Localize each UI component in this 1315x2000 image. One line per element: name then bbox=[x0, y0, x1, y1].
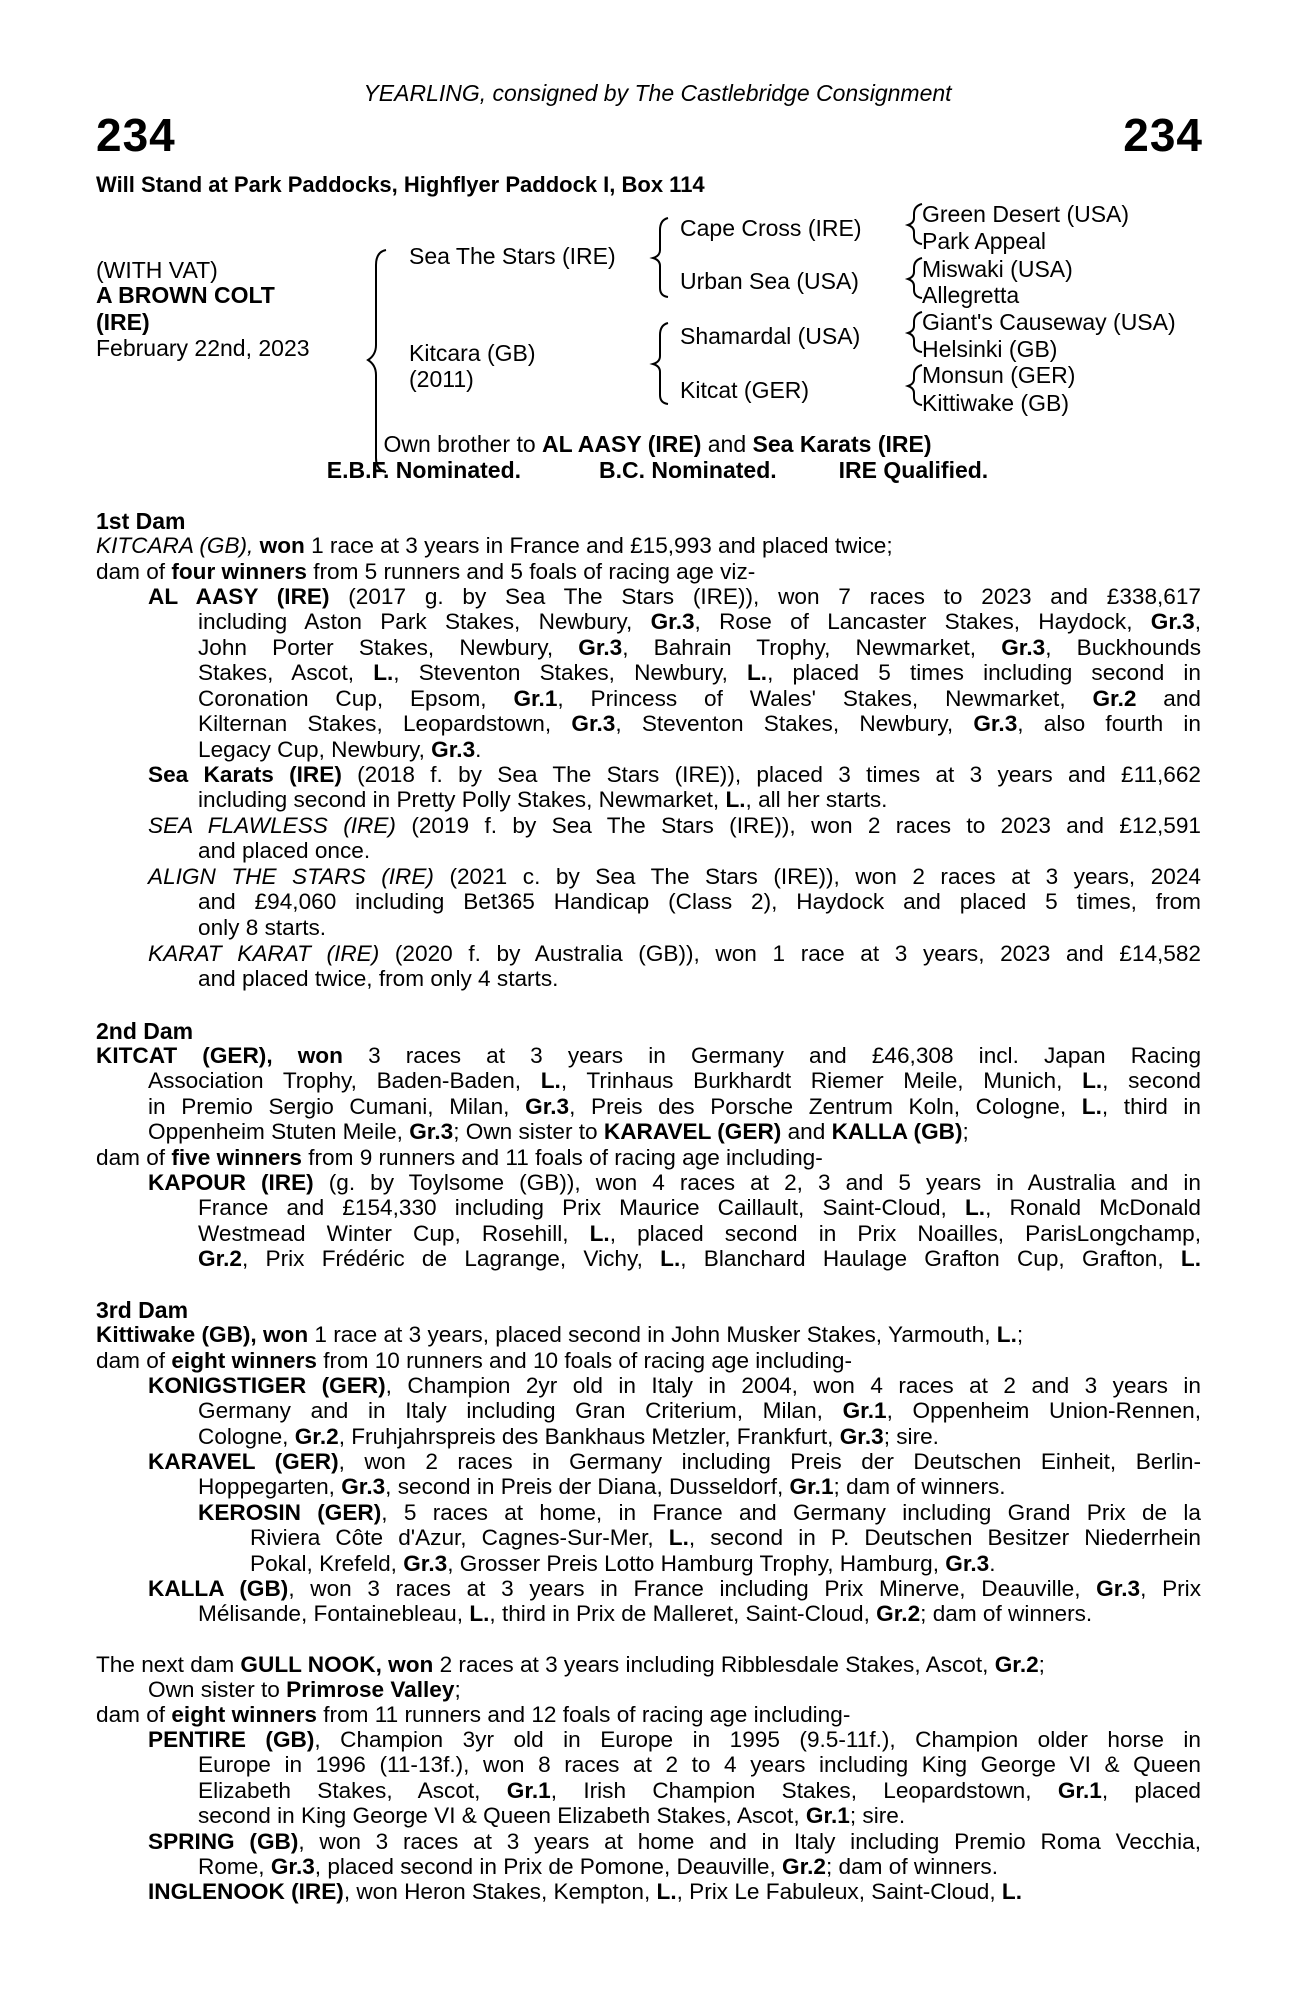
progeny-karavel-detail: Hoppegarten, Gr.3, second in Preis der Diana, Dusseldorf, Gr.1; dam of winners. bbox=[198, 1474, 1006, 1499]
progeny-spring: SPRING (GB), won 3 races at 3 years at home and in Italy including Premio Roma Vecchia, bbox=[148, 1829, 1201, 1854]
progeny-sea-karats-detail: including second in Pretty Polly Stakes, Newmarket, L., all her starts. bbox=[198, 787, 888, 812]
progeny-align-the-stars-detail: and £94,060 including Bet365 Handicap (Class 2), Haydock and placed 5 times, from only 8 starts. bbox=[198, 889, 1201, 940]
horse-breeding-country: (IRE) bbox=[96, 309, 150, 335]
third-dam-record: Kittiwake (GB), won 1 race at 3 years, placed second in John Musker Stakes, Yarmouth, L.; dam of eight winners from 10 runners and 10 foals of racing age including- bbox=[96, 1322, 1024, 1373]
second-dam-detail: Association Trophy, Baden-Baden, L., Trinhaus Burkhardt Riemer Meile, Munich, L., second in Premio Sergio Cumani, Milan, Gr.3, Preis des Porsche Zentrum Koln, Cologne, L., third in Oppenheim Stuten Meile, Gr.3; Own sister to KARAVEL (GER) and KALLA (GB); bbox=[148, 1068, 1201, 1144]
sire-dam-name: Urban Sea (USA) bbox=[680, 268, 859, 294]
progeny-sea-karats: Sea Karats (IRE) (2018 f. by Sea The Stars (IRE)), placed 3 times at 3 years and £11,662 bbox=[148, 762, 1201, 787]
sire-dam-dam: Allegretta bbox=[922, 282, 1020, 308]
sire-sire-name: Cape Cross (IRE) bbox=[680, 215, 862, 241]
dam-dam-dam: Kittiwake (GB) bbox=[922, 390, 1069, 416]
progeny-kapour-detail: France and £154,330 including Prix Maurice Caillault, Saint-Cloud, L., Ronald McDonald Westmead Winter Cup, Rosehill, L., placed second in Prix Noailles, ParisLongchamp, Gr.2, Prix Frédéric de Lagrange, Vichy, L., Blanchard Haulage Grafton Cup, Grafton, L. bbox=[198, 1195, 1201, 1271]
lot-number-right: 234 bbox=[1123, 109, 1203, 161]
progeny-pentire-detail: Europe in 1996 (11-13f.), won 8 races at 2 to 4 years including King George VI & Queen Elizabeth Stakes, Ascot, Gr.1, Irish Champion Stakes, Leopardstown, Gr.1, placed second in King George VI & Queen Elizabeth Stakes, Ascot, Gr.1; sire. bbox=[198, 1752, 1201, 1828]
progeny-sea-flawless: SEA FLAWLESS (IRE) (2019 f. by Sea The Stars (IRE)), won 2 races to 2023 and £12,591 bbox=[148, 813, 1202, 838]
sibling-note: Own brother to AL AASY (IRE) and Sea Karats (IRE) bbox=[383, 431, 932, 457]
progeny-pentire: PENTIRE (GB), Champion 3yr old in Europe in 1995 (9.5-11f.), Champion older horse in bbox=[148, 1727, 1201, 1752]
progeny-al-aasy: AL AASY (IRE) (2017 g. by Sea The Stars (IRE)), won 7 races to 2023 and £338,617 bbox=[148, 584, 1201, 609]
dam-sire-name: Shamardal (USA) bbox=[680, 323, 861, 349]
progeny-kalla-detail: Mélisande, Fontainebleau, L., third in Prix de Malleret, Saint-Cloud, Gr.2; dam of winners. bbox=[198, 1601, 1093, 1626]
progeny-sea-flawless-detail: and placed once. bbox=[198, 838, 371, 863]
second-dam-heading: 2nd Dam bbox=[96, 1018, 194, 1044]
dam-name: Kitcara (GB) bbox=[409, 340, 536, 366]
second-dam-produce: dam of five winners from 9 runners and 11 foals of racing age including- bbox=[96, 1145, 823, 1170]
sire-name: Sea The Stars (IRE) bbox=[409, 243, 616, 269]
dam-sire-dam: Helsinki (GB) bbox=[922, 336, 1058, 362]
dam-year: (2011) bbox=[409, 366, 474, 392]
progeny-kalla: KALLA (GB), won 3 races at 3 years in France including Prix Minerve, Deauville, Gr.3, Prix bbox=[148, 1576, 1201, 1601]
third-dam-heading: 3rd Dam bbox=[96, 1297, 189, 1323]
progeny-al-aasy-detail: including Aston Park Stakes, Newbury, Gr.3, Rose of Lancaster Stakes, Haydock, Gr.3, John Porter Stakes, Newbury, Gr.3, Bahrain Trophy, Newmarket, Gr.3, Buckhounds Stakes, Ascot, L., Steventon Stakes, Newbury, L., placed 5 times including second in Coronation Cup, Epsom, Gr.1, Princess of Wales' Stakes, Newmarket, Gr.2 and Kilternan Stakes, Leopardstown, Gr.3, Steventon Stakes, Newbury, Gr.3, also fourth in Legacy Cup, Newbury, Gr.3. bbox=[198, 609, 1201, 762]
nominations: E.B.F. Nominated. B.C. Nominated. IRE Qualified. bbox=[326, 457, 989, 483]
second-dam-record: KITCAT (GER), won 3 races at 3 years in Germany and £46,308 incl. Japan Racing bbox=[96, 1043, 1202, 1068]
dam-dam-sire: Monsun (GER) bbox=[922, 362, 1076, 388]
dam-sire-sire: Giant's Causeway (USA) bbox=[922, 309, 1176, 335]
first-dam-record: KITCARA (GB), won 1 race at 3 years in France and £15,993 and placed twice; dam of four winners from 5 runners and 5 foals of racing age viz- bbox=[96, 533, 893, 584]
progeny-inglenook: INGLENOOK (IRE), won Heron Stakes, Kempton, L., Prix Le Fabuleux, Saint-Cloud, L. bbox=[148, 1879, 1022, 1904]
horse-description: A BROWN COLT bbox=[96, 282, 275, 308]
progeny-kerosin-detail: Riviera Côte d'Azur, Cagnes-Sur-Mer, L., second in P. Deutschen Besitzer Niederrhein Pokal, Krefeld, Gr.3, Grosser Preis Lotto Hamburg Trophy, Hamburg, Gr.3. bbox=[250, 1525, 1201, 1576]
consignment-line: YEARLING, consigned by The Castlebridge Consignment bbox=[363, 80, 952, 106]
progeny-align-the-stars: ALIGN THE STARS (IRE) (2021 c. by Sea The Stars (IRE)), won 2 races at 3 years, 2024 bbox=[148, 864, 1201, 889]
next-dam-sister: Own sister to Primrose Valley; bbox=[148, 1677, 461, 1702]
progeny-konigstiger-detail: Germany and in Italy including Gran Criterium, Milan, Gr.1, Oppenheim Union-Rennen, Cologne, Gr.2, Fruhjahrspreis des Bankhaus Metzler, Frankfurt, Gr.3; sire. bbox=[198, 1398, 1201, 1449]
progeny-karat-karat-detail: and placed twice, from only 4 starts. bbox=[198, 966, 559, 991]
sire-sire-dam: Park Appeal bbox=[922, 228, 1047, 254]
foaling-date: February 22nd, 2023 bbox=[96, 335, 310, 361]
next-dam-produce: dam of eight winners from 11 runners and 12 foals of racing age including- bbox=[96, 1702, 851, 1727]
progeny-karat-karat: KARAT KARAT (IRE) (2020 f. by Australia (GB)), won 1 race at 3 years, 2023 and £14,582 bbox=[148, 941, 1201, 966]
next-dam-record: The next dam GULL NOOK, won 2 races at 3 years including Ribblesdale Stakes, Ascot, Gr.2; bbox=[96, 1652, 1045, 1677]
progeny-konigstiger: KONIGSTIGER (GER), Champion 2yr old in Italy in 2004, won 4 races at 2 and 3 years in bbox=[148, 1373, 1201, 1398]
progeny-spring-detail: Rome, Gr.3, placed second in Prix de Pomone, Deauville, Gr.2; dam of winners. bbox=[198, 1854, 999, 1879]
dam-dam-name: Kitcat (GER) bbox=[680, 377, 810, 403]
progeny-karavel: KARAVEL (GER), won 2 races in Germany including Preis der Deutschen Einheit, Berlin- bbox=[148, 1449, 1201, 1474]
progeny-kerosin: KEROSIN (GER), 5 races at home, in France and Germany including Grand Prix de la bbox=[198, 1500, 1201, 1525]
first-dam-heading: 1st Dam bbox=[96, 508, 186, 534]
lot-number-left: 234 bbox=[96, 109, 176, 161]
vat-note: (WITH VAT) bbox=[96, 257, 218, 283]
sire-sire-sire: Green Desert (USA) bbox=[922, 201, 1130, 227]
sire-dam-sire: Miswaki (USA) bbox=[922, 256, 1073, 282]
progeny-kapour: KAPOUR (IRE) (g. by Toylsome (GB)), won 4 races at 2, 3 and 5 years in Australia and in bbox=[148, 1170, 1201, 1195]
stand-location: Will Stand at Park Paddocks, Highflyer Paddock I, Box 114 bbox=[96, 172, 705, 197]
